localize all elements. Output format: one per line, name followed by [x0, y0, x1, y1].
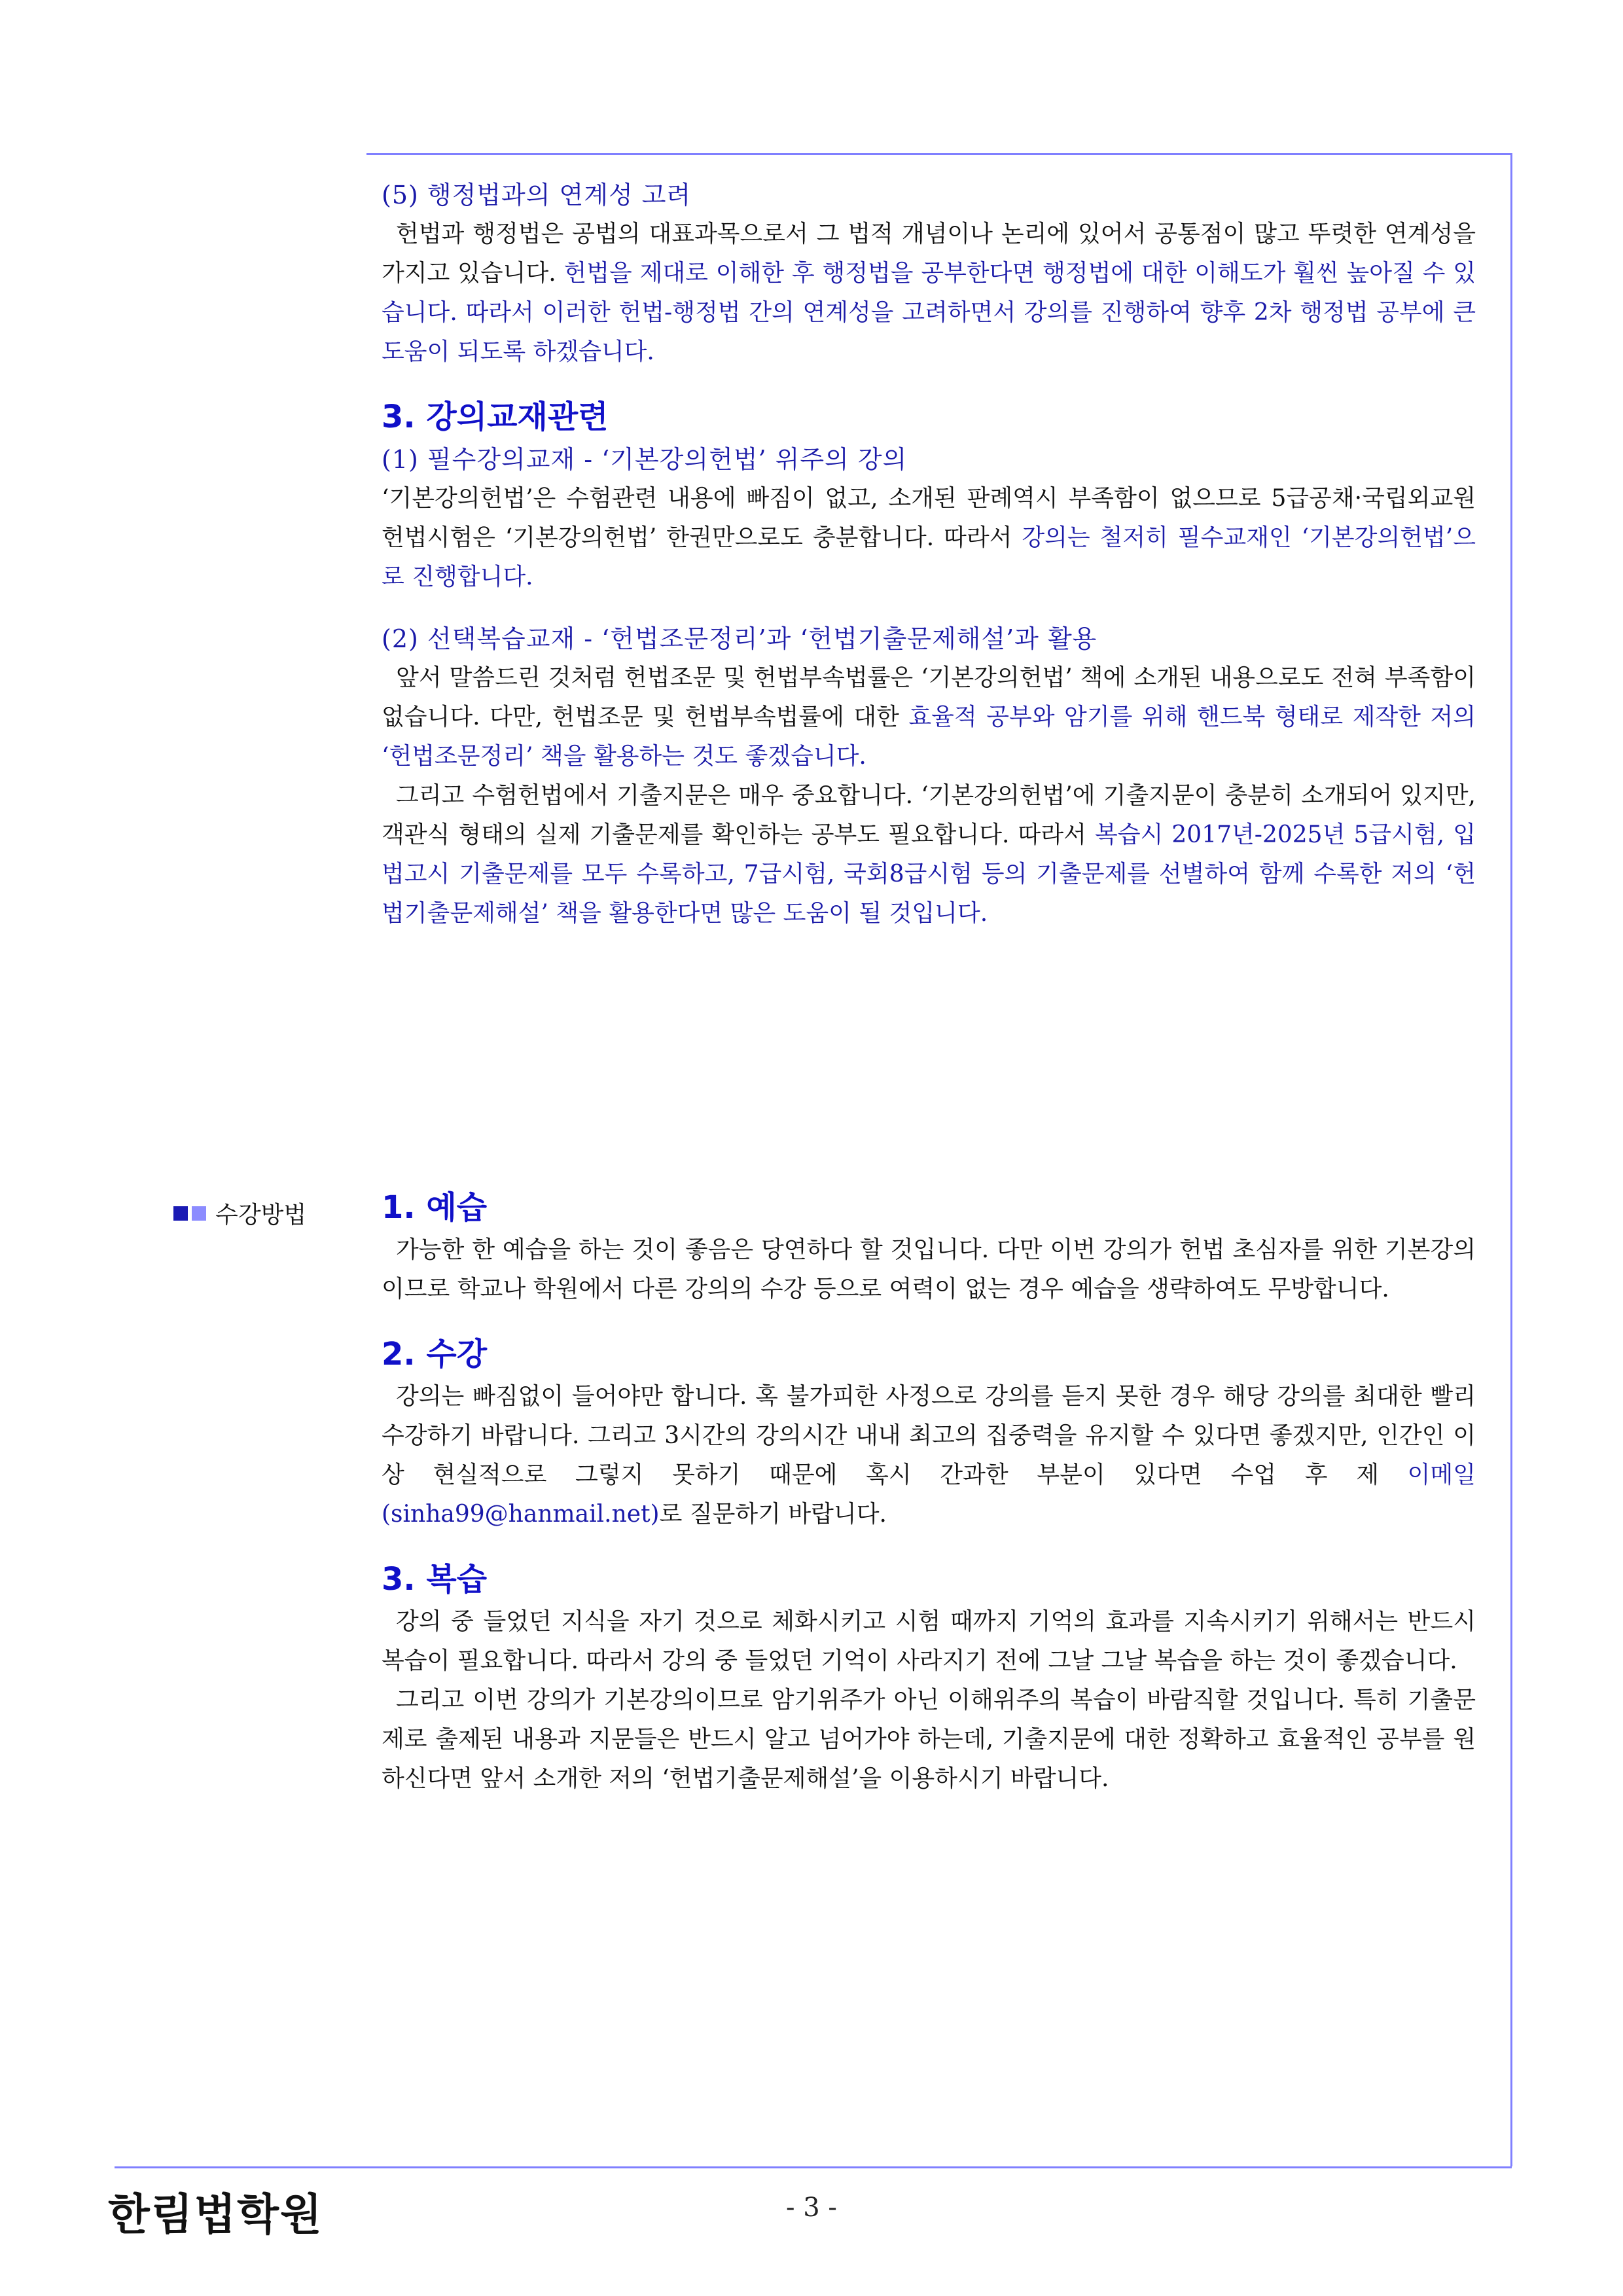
highlighted-text: 강의는 철저히 필수교재인 ‘기본강의헌법’으로 진행합니다.	[382, 524, 1476, 590]
highlighted-text: 헌법을 제대로 이해한 후 행정법을 공부한다면 행정법에 대한 이해도가 훨씬 높아질 수 있습니다. 따라서 이러한 헌법-행정법 간의 연계성을 고려하면서 강의를 진행하여 향후 2차 행정법 공부에 큰 도움이 되도록 하겠습니다.	[382, 260, 1476, 365]
subsection-heading-optional-textbook: (2) 선택복습교재 - ‘헌법조문정리’과 ‘헌법기출문제해설’과 활용	[382, 624, 1097, 653]
square-bullet-icon	[173, 1206, 188, 1221]
paragraph-review-2: 그리고 이번 강의가 기본강의이므로 암기위주가 아닌 이해위주의 복습이 바람직할 것입니다. 특히 기출문제로 출제된 내용과 지문들은 반드시 알고 넘어가야 하는데, 기출지문에 대한 정확하고 효율적인 공부를 원하신다면 앞서 소개한 저의 ‘헌법기출문제해설’을 이용하시기 바랍니다.	[382, 1687, 1476, 1792]
highlighted-text: 복습시 2017년-2025년 5급시험, 입법고시 기출문제를 모두 수록하고, 7급시험, 국회8급시험 등의 기출문제를 선별하여 함께 수록한 저의 ‘헌법기출문제해설’ 책을 활용한다면 많은 도움이 될 것입니다.	[382, 821, 1476, 927]
paragraph-text: 앞서 말씀드린 것처럼 헌법조문 및 헌법부속법률은 ‘기본강의헌법’ 책에 소개된 내용으로도 전혀 부족함이 없습니다. 다만, 헌법조문 및 헌법부속법률에 대한	[382, 664, 1476, 730]
paragraph-text: 헌법과 행정법은 공법의 대표과목으로서 그 법적 개념이나 논리에 있어서 공통점이 많고 뚜렷한 연계성을 가지고 있습니다.	[382, 221, 1476, 287]
square-bullet-icon	[192, 1206, 206, 1221]
subsection-heading-5: (5) 행정법과의 연계성 고려	[382, 181, 692, 209]
paragraph-text: 그리고 수험헌법에서 기출지문은 매우 중요합니다. ‘기본강의헌법’에 기출지문이 충분히 소개되어 있지만, 객관식 형태의 실제 기출문제를 확인하는 공부도 필요합니다. 따라서	[382, 782, 1476, 848]
section-heading-preview: 1. 예습	[382, 1189, 488, 1226]
section-heading-review: 3. 복습	[382, 1561, 488, 1598]
paragraph-optional-textbook-2	[382, 776, 1476, 933]
paragraph-attend	[382, 1377, 1476, 1534]
paragraph-text: 강의는 빠짐없이 들어야만 합니다. 혹 불가피한 사정으로 강의를 듣지 못한 경우 해당 강의를 최대한 빨리 수강하기 바랍니다. 그리고 3시간의 강의시간 내내 최고의 집중력을 유지할 수 있다면 좋겠지만, 인간인 이상 현실적으로 그렇지 못하기 때문에 혹시 간과한 부분이 있다면 수업 후 제	[382, 1383, 1476, 1488]
page-number: - 3 -	[786, 2193, 837, 2223]
frame-line-right	[1510, 153, 1512, 2166]
paragraph-text: ‘기본강의헌법’은 수험관련 내용에 빠짐이 없고, 소개된 판례역시 부족함이 없으므로 5급공채·국립외교원 헌법시험은 ‘기본강의헌법’ 한권만으로도 충분합니다. 따라서	[382, 485, 1476, 551]
paragraph-text: 로 질문하기 바랍니다.	[659, 1501, 887, 1528]
highlighted-text: 효율적 공부와 암기를 위해 핸드북 형태로 제작한 저의 ‘헌법조문정리’ 책을 활용하는 것도 좋겠습니다.	[382, 704, 1476, 770]
side-label-text: 수강방법	[215, 1202, 307, 1229]
upper-content	[382, 175, 1476, 933]
section-heading-attend: 2. 수강	[382, 1336, 488, 1372]
paragraph-preview: 가능한 한 예습을 하는 것이 좋음은 당연하다 할 것입니다. 다만 이번 강의가 헌법 초심자를 위한 기본강의이므로 학교나 학원에서 다른 강의의 수강 등으로 여력이 없는 경우 예습을 생략하여도 무방합니다.	[382, 1236, 1476, 1302]
frame-line-top	[366, 153, 1512, 155]
subsection-heading-required-textbook: (1) 필수강의교재 - ‘기본강의헌법’ 위주의 강의	[382, 445, 908, 474]
paragraph-required-textbook	[382, 479, 1476, 597]
section-heading-textbook: 3. 강의교재관련	[382, 399, 609, 435]
frame-line-bottom	[115, 2166, 1512, 2168]
lower-content	[382, 1185, 1476, 1799]
paragraph-optional-textbook-1	[382, 658, 1476, 776]
paragraph-admin-law	[382, 215, 1476, 372]
email-text: 이메일(sinha99@hanmail.net)	[382, 1462, 1476, 1528]
paragraph-review-1: 강의 중 들었던 지식을 자기 것으로 체화시키고 시험 때까지 기억의 효과를 지속시키기 위해서는 반드시 복습이 필요합니다. 따라서 강의 중 들었던 기억이 사라지기 전에 그날 그날 복습을 하는 것이 좋겠습니다.	[382, 1608, 1476, 1674]
side-label-study-method	[173, 1196, 306, 1230]
academy-logo: 한림법학원	[108, 2189, 323, 2240]
